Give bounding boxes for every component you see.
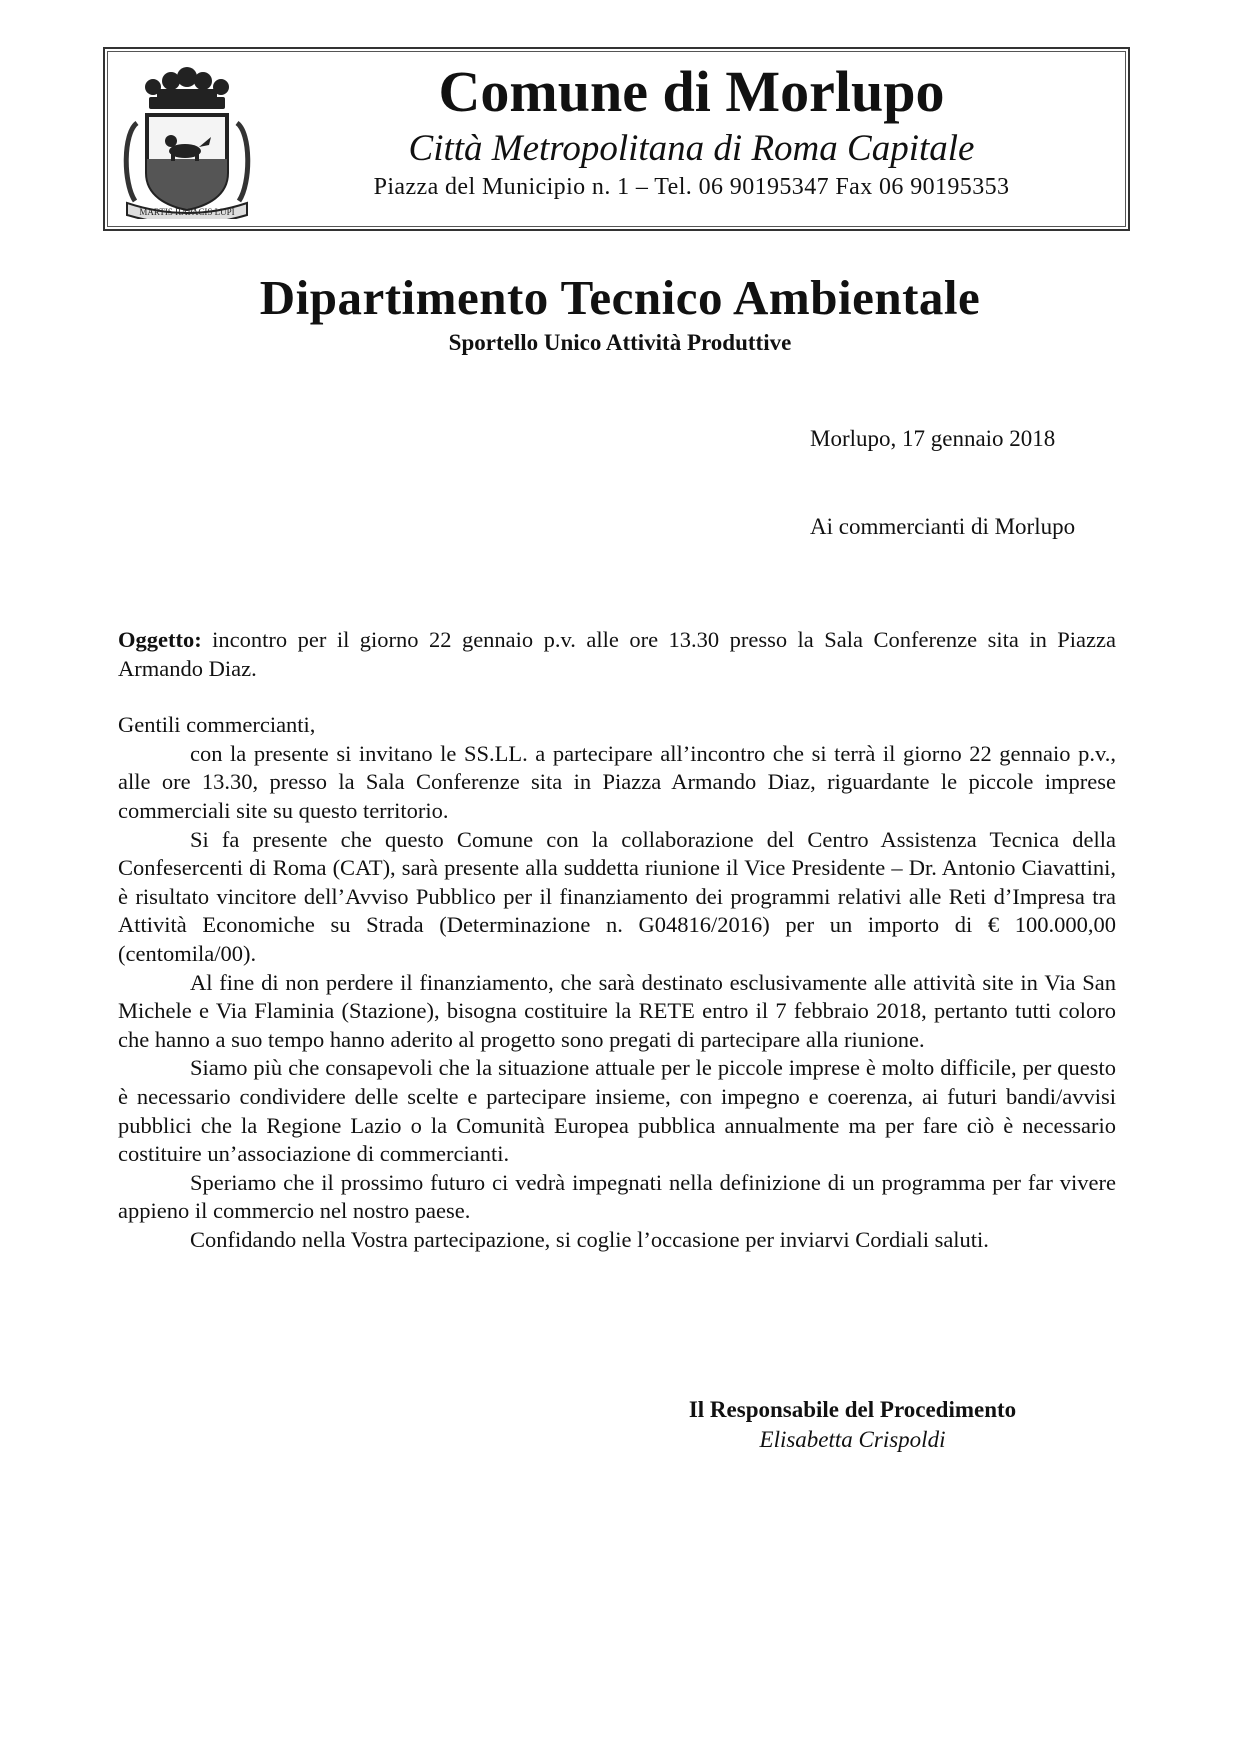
body-paragraph: Confidando nella Vostra partecipazione, si coglie l’occasione per inviarvi Cordiali saluti. [190, 1226, 989, 1252]
subject-line [118, 626, 1116, 683]
department-title: Dipartimento Tecnico Ambientale [259, 270, 981, 325]
body-paragraph: Speriamo che il prossimo futuro ci vedrà impegnati nella definizione di un programma per far vivere appieno il commercio nel nostro paese. [118, 1169, 1116, 1224]
letter-recipient: Ai commercianti di Morlupo [810, 514, 1076, 539]
salutation: Gentili commercianti, [118, 712, 316, 738]
body-paragraph: Siamo più che consapevoli che la situazione attuale per le piccole imprese è molto difficile, per questo è necessario condividere delle scelte e partecipare insieme, con impegno e coerenza, ai futuri bandi/avvisi pubblici che la Regione Lazio o la Comunità Europea pubblica annualmente ma per fare ciò è necessario costituire un’associazione di commercianti. [118, 1055, 1116, 1167]
subject-label: Oggetto: [118, 627, 202, 652]
letterhead [103, 47, 1130, 231]
metropolitan-city: Città Metropolitana di Roma Capitale [408, 128, 975, 169]
office-subtitle: Sportello Unico Attività Produttive [448, 330, 792, 355]
crest-motto: MARTIS RAPACIS LUPI [139, 207, 235, 217]
body-paragraph: Si fa presente che questo Comune con la collaborazione del Centro Assistenza Tecnica della Confesercenti di Roma (CAT), sarà presente alla suddetta riunione il Vice Presidente – Dr. Antonio Ciavattini, è risultato vincitore dell’Avviso Pubblico per il finanziamento dei programmi relativi alle Reti d’Impresa tra Attività Economiche su Strada (Determinazione n. G04816/2016) per un importo di € 100.000,00 (centomila/00). [118, 826, 1116, 966]
subject-text: incontro per il giorno 22 gennaio p.v. alle ore 13.30 presso la Sala Conferenze sita in Piazza Armando Diaz. [118, 627, 1116, 681]
signatory-name: Elisabetta Crispoldi [759, 1427, 946, 1452]
municipality-name: Comune di Morlupo [438, 59, 945, 124]
contact-address: Piazza del Municipio n. 1 – Tel. 06 90195347 Fax 06 90195353 [373, 174, 1010, 200]
signature-block [600, 1395, 1105, 1455]
body-paragraph: con la presente si invitano le SS.LL. a partecipare all’incontro che si terrà il giorno 22 gennaio p.v., alle ore 13.30, presso la Sala Conferenze sita in Piazza Armando Diaz, riguardante le piccole imprese commerciali site su questo territorio. [118, 740, 1116, 823]
body-paragraph: Al fine di non perdere il finanziamento, che sarà destinato esclusivamente alle attività site in Via San Michele e Via Flaminia (Stazione), bisogna costituire la RETE entro il 7 febbraio 2018, pertanto tutti coloro che hanno a suo tempo hanno aderito al progetto sono pregati di partecipare alla riunione. [118, 969, 1116, 1052]
coat-of-arms-icon [119, 63, 255, 219]
letter-date: Morlupo, 17 gennaio 2018 [810, 426, 1056, 451]
signatory-title: Il Responsabile del Procedimento [688, 1397, 1017, 1422]
letter-body [118, 626, 1116, 1254]
